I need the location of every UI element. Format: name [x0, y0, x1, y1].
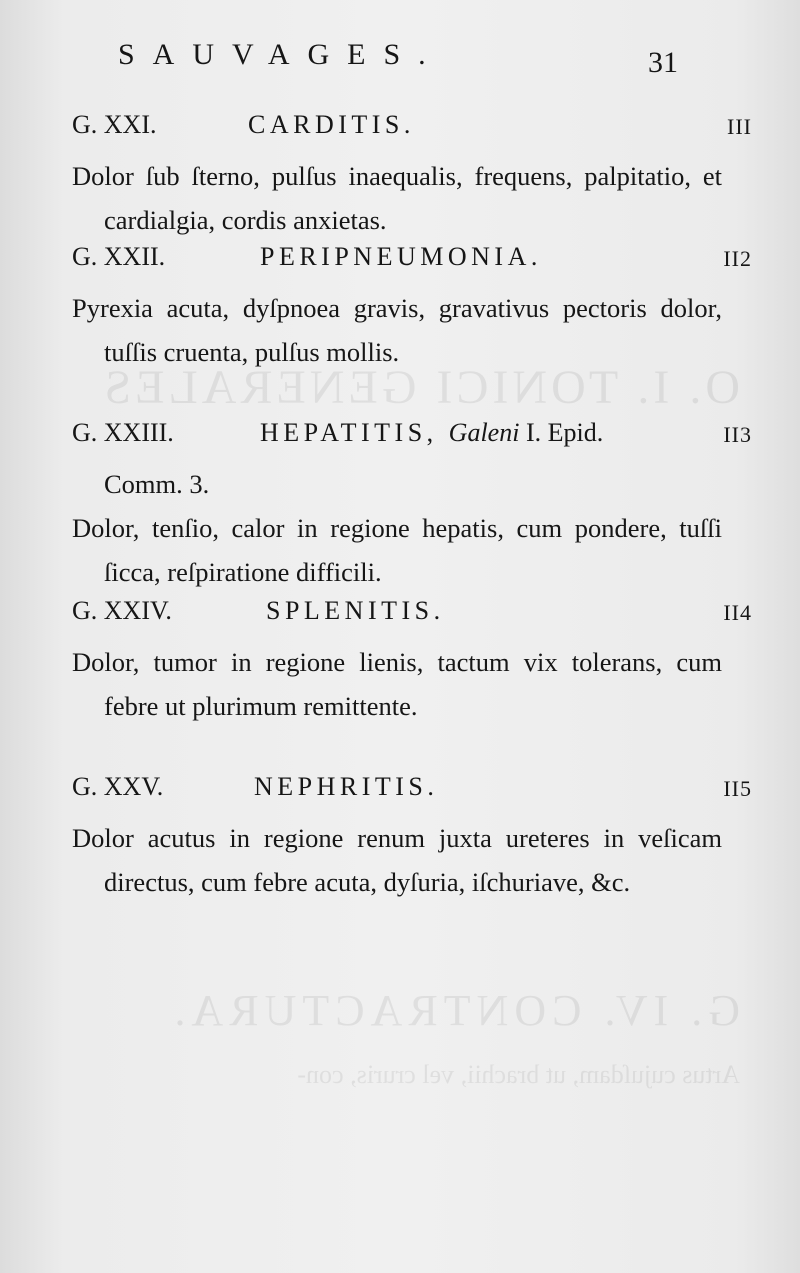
reference-number: III: [727, 114, 752, 139]
genus-definition: Dolor, tumor in regione lienis, tactum vix tolerans, cum febre ut plurimum remittente.: [72, 647, 722, 721]
citation-work: I. Epid.: [525, 418, 604, 447]
genus-number: G. XXIII.: [72, 418, 174, 447]
genus-heading: [72, 772, 762, 812]
page-number: 31: [648, 46, 678, 79]
reference-number: II4: [723, 600, 752, 625]
genus-name: NEPHRITIS.: [254, 772, 439, 801]
running-title: SAUVAGES.: [118, 38, 444, 71]
genus-heading: [72, 242, 762, 282]
citation-author: Galeni: [448, 418, 520, 447]
genus-definition: Dolor acutus in regione renum juxta ureteres in veſicam directus, cum febre acuta, dyſuria, iſchuriave, &c.: [72, 823, 722, 897]
genus-heading: [72, 596, 762, 636]
genus-number: G. XXIV.: [72, 596, 172, 625]
genus-name: PERIPNEUMONIA.: [260, 242, 542, 271]
genus-name: [260, 418, 603, 448]
reference-number: II3: [723, 422, 752, 447]
genus-citation: [449, 418, 604, 447]
citation-continuation: Comm. 3.: [104, 469, 210, 499]
genus-number: G. XXII.: [72, 242, 166, 271]
genus-heading: [72, 418, 762, 458]
reference-number: II2: [723, 246, 752, 271]
genus-definition: Pyrexia acuta, dyſpnoea gravis, gravativus pectoris dolor, tuſſis cruenta, pulſus mollis.: [72, 293, 722, 367]
genus-name: CARDITIS.: [248, 110, 415, 139]
genus-number: G. XXI.: [72, 110, 157, 139]
show-through-text: G. IV. CONTRACTURA.: [168, 986, 740, 1035]
reference-number: II5: [723, 776, 752, 801]
genus-name: SPLENITIS.: [266, 596, 445, 625]
genus-definition: Dolor, tenſio, calor in regione hepatis, cum pondere, tuſſi ſicca, reſpiratione difficili.: [72, 513, 722, 587]
genus-number: G. XXV.: [72, 772, 164, 801]
genus-heading: [72, 110, 762, 150]
show-through-text: O. I. TONICI GENERALES: [100, 361, 740, 414]
show-through-text: Artus cujuſdam, ut brachii, vel cruris, con-: [297, 1060, 740, 1089]
genus-definition: Dolor ſub ſterno, pulſus inaequalis, frequens, palpitatio, et cardialgia, cordis anxietas.: [72, 161, 722, 235]
genus-name-text: HEPATITIS,: [260, 418, 438, 447]
